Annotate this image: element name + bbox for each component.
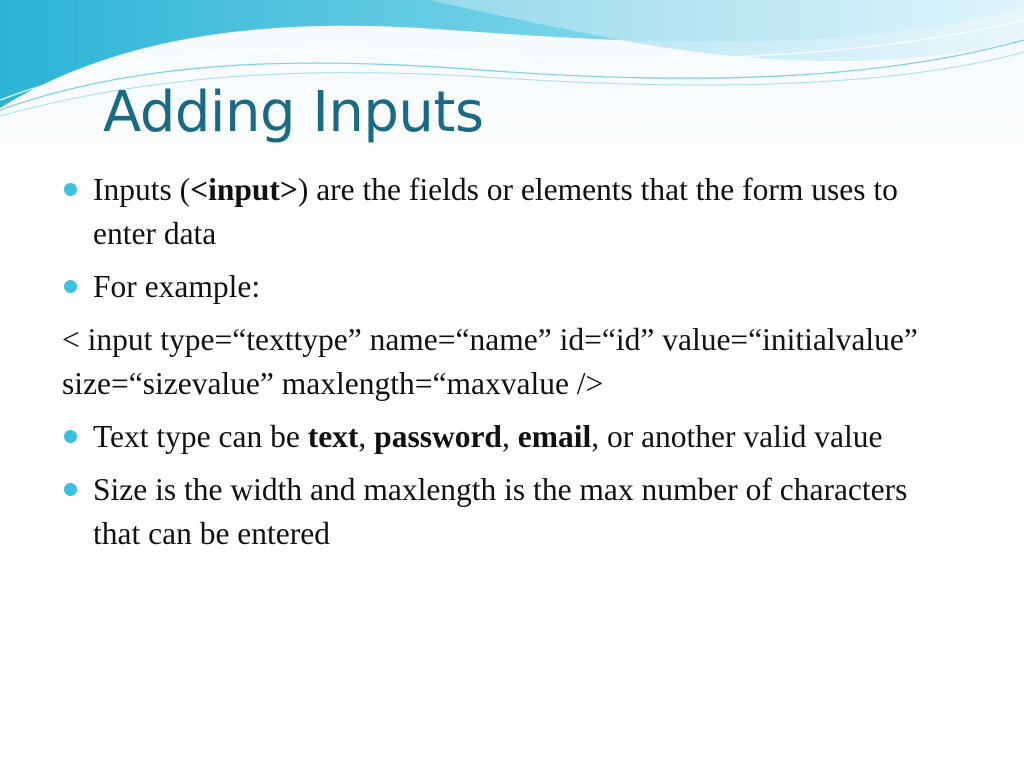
bullet-dot-icon [64, 183, 77, 196]
type-password: password [374, 419, 502, 454]
type-email: email [517, 419, 592, 454]
bullet-dot-icon [64, 483, 77, 496]
slide-content [62, 168, 962, 565]
bullet-for-example: For example: [62, 265, 962, 309]
bullet-inputs-definition: Inputs (<input>) are the fields or elements that the form uses to enter data [62, 168, 962, 256]
input-tag-text: <input> [190, 172, 298, 207]
bullet-dot-icon [64, 280, 77, 293]
code-example: < input type=“texttype” name=“name” id=“id” value=“initialvalue” size=“sizevalue” maxlength=“maxvalue /> [62, 322, 918, 401]
bullet-text-type: Text type can be text, password, email, or another valid value [62, 415, 962, 459]
bullet-dot-icon [64, 430, 77, 443]
slide-title: Adding Inputs [103, 80, 484, 145]
type-text: text [307, 419, 359, 454]
bullet-size-maxlength: Size is the width and maxlength is the max number of characters that can be entered [62, 468, 962, 556]
